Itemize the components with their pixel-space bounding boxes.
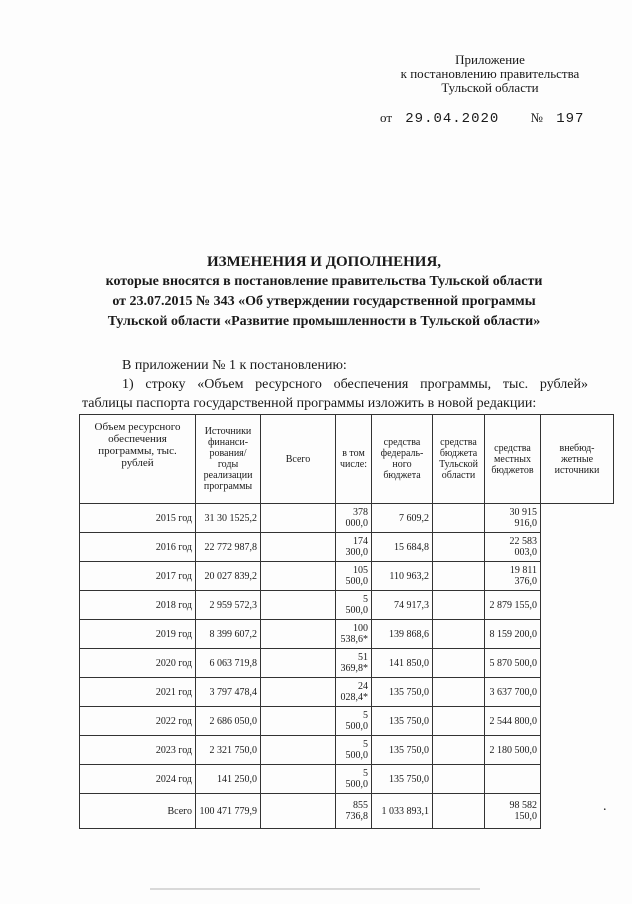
- table-row: [80, 649, 614, 678]
- cell-incl: [261, 504, 336, 533]
- document-heading: [60, 252, 588, 332]
- cell-local: [433, 794, 485, 829]
- cell-total: 20 027 839,2: [196, 562, 261, 591]
- cell-regional: 74 917,3: [372, 591, 433, 620]
- column-header: средства федераль-ного бюджета: [372, 415, 433, 504]
- cell-incl: [261, 649, 336, 678]
- cell-incl: [261, 678, 336, 707]
- cell-regional: 110 963,2: [372, 562, 433, 591]
- cell-regional: 7 609,2: [372, 504, 433, 533]
- cell-year: 2016 год: [80, 533, 196, 562]
- cell-incl: [261, 562, 336, 591]
- cell-regional: 15 684,8: [372, 533, 433, 562]
- cell-year: 2017 год: [80, 562, 196, 591]
- column-header: средства бюджета Тульской области: [433, 415, 485, 504]
- cell-federal: 100 538,6*: [336, 620, 372, 649]
- heading-line: Тульской области «Развитие промышленности в Тульской области»: [107, 314, 541, 329]
- cell-federal: 5 500,0: [336, 765, 372, 794]
- appendix-line: к постановлению правительства: [400, 66, 580, 81]
- cell-year: 2015 год: [80, 504, 196, 533]
- table-row: [80, 765, 614, 794]
- column-header: Всего: [261, 415, 336, 504]
- table-row: [80, 794, 614, 829]
- cell-total: 141 250,0: [196, 765, 261, 794]
- appendix-title: Приложение: [455, 52, 525, 67]
- cell-extra: 2 544 800,0: [485, 707, 541, 736]
- cell-extra: 8 159 200,0: [485, 620, 541, 649]
- row-label-cell: Объем ресурсного обеспечения программы, тыс. рублей: [80, 415, 196, 504]
- scan-artifact: [150, 888, 480, 890]
- table-row: [80, 504, 614, 533]
- column-header: Источники финанси-рования/ годы реализации программы: [196, 415, 261, 504]
- table-row: [80, 562, 614, 591]
- cell-total: 6 063 719,8: [196, 649, 261, 678]
- date-prefix: от: [380, 110, 393, 125]
- cell-extra: 5 870 500,0: [485, 649, 541, 678]
- intro-paragraph: 1) строку «Объем ресурсного обеспечения программы, тыс. рублей»: [122, 377, 588, 392]
- cell-federal: 174 300,0: [336, 533, 372, 562]
- cell-regional: 135 750,0: [372, 678, 433, 707]
- heading-title: ИЗМЕНЕНИЯ И ДОПОЛНЕНИЯ,: [206, 254, 442, 270]
- intro-text: [82, 356, 588, 413]
- cell-regional: 1 033 893,1: [372, 794, 433, 829]
- table-header-row: [80, 415, 614, 504]
- cell-local: [433, 620, 485, 649]
- cell-federal: 5 500,0: [336, 707, 372, 736]
- cell-local: [433, 649, 485, 678]
- cell-incl: [261, 736, 336, 765]
- cell-extra: 2 180 500,0: [485, 736, 541, 765]
- table-row: [80, 533, 614, 562]
- cell-local: [433, 765, 485, 794]
- table-row: [80, 707, 614, 736]
- cell-local: [433, 678, 485, 707]
- cell-local: [433, 591, 485, 620]
- cell-local: [433, 736, 485, 765]
- column-header: в том числе:: [336, 415, 372, 504]
- cell-incl: [261, 794, 336, 829]
- intro-paragraph: В приложении № 1 к постановлению:: [122, 358, 347, 373]
- cell-year: 2019 год: [80, 620, 196, 649]
- cell-extra: 19 811 376,0: [485, 562, 541, 591]
- cell-local: [433, 533, 485, 562]
- cell-local: [433, 562, 485, 591]
- cell-regional: 135 750,0: [372, 765, 433, 794]
- cell-total: 2 959 572,3: [196, 591, 261, 620]
- table-row: [80, 591, 614, 620]
- cell-federal: 378 000,0: [336, 504, 372, 533]
- cell-regional: 135 750,0: [372, 707, 433, 736]
- cell-year: 2020 год: [80, 649, 196, 678]
- cell-year: 2023 год: [80, 736, 196, 765]
- cell-regional: 139 868,6: [372, 620, 433, 649]
- cell-year: Всего: [80, 794, 196, 829]
- cell-federal: 5 500,0: [336, 591, 372, 620]
- table-row: [80, 678, 614, 707]
- cell-federal: 51 369,8*: [336, 649, 372, 678]
- cell-local: [433, 707, 485, 736]
- trailing-mark: .: [603, 799, 607, 814]
- table-row: [80, 620, 614, 649]
- cell-total: 31 30 1525,2: [196, 504, 261, 533]
- cell-total: 8 399 607,2: [196, 620, 261, 649]
- cell-year: 2024 год: [80, 765, 196, 794]
- cell-extra: [485, 765, 541, 794]
- cell-total: 2 686 050,0: [196, 707, 261, 736]
- cell-incl: [261, 591, 336, 620]
- cell-federal: 5 500,0: [336, 736, 372, 765]
- cell-extra: 3 637 700,0: [485, 678, 541, 707]
- heading-line: которые вносятся в постановление правительства Тульской области: [105, 274, 543, 289]
- cell-extra: 30 915 916,0: [485, 504, 541, 533]
- cell-federal: 24 028,4*: [336, 678, 372, 707]
- intro-paragraph-continuation: таблицы паспорта государственной программы изложить в новой редакции:: [82, 396, 537, 411]
- cell-incl: [261, 533, 336, 562]
- cell-regional: 141 850,0: [372, 649, 433, 678]
- cell-federal: 105 500,0: [336, 562, 372, 591]
- cell-local: [433, 504, 485, 533]
- resource-table: [79, 414, 614, 829]
- cell-year: 2022 год: [80, 707, 196, 736]
- decree-date-number: [380, 110, 584, 127]
- appendix-line: Тульской области: [441, 80, 539, 95]
- column-header: средства местных бюджетов: [485, 415, 541, 504]
- cell-extra: 2 879 155,0: [485, 591, 541, 620]
- appendix-block: [380, 53, 600, 95]
- cell-incl: [261, 707, 336, 736]
- cell-year: 2021 год: [80, 678, 196, 707]
- cell-total: 3 797 478,4: [196, 678, 261, 707]
- column-header: внебюд-жетные источники: [541, 415, 614, 504]
- cell-extra: 22 583 003,0: [485, 533, 541, 562]
- number-sign: №: [530, 110, 543, 125]
- decree-date: 29.04.2020: [405, 111, 500, 127]
- cell-regional: 135 750,0: [372, 736, 433, 765]
- heading-line: от 23.07.2015 № 343 «Об утверждении государственной программы: [112, 294, 536, 309]
- cell-extra: 98 582 150,0: [485, 794, 541, 829]
- cell-incl: [261, 620, 336, 649]
- cell-total: 100 471 779,9: [196, 794, 261, 829]
- cell-total: 22 772 987,8: [196, 533, 261, 562]
- decree-number: 197: [556, 111, 585, 127]
- cell-year: 2018 год: [80, 591, 196, 620]
- cell-incl: [261, 765, 336, 794]
- cell-total: 2 321 750,0: [196, 736, 261, 765]
- cell-federal: 855 736,8: [336, 794, 372, 829]
- table-row: [80, 736, 614, 765]
